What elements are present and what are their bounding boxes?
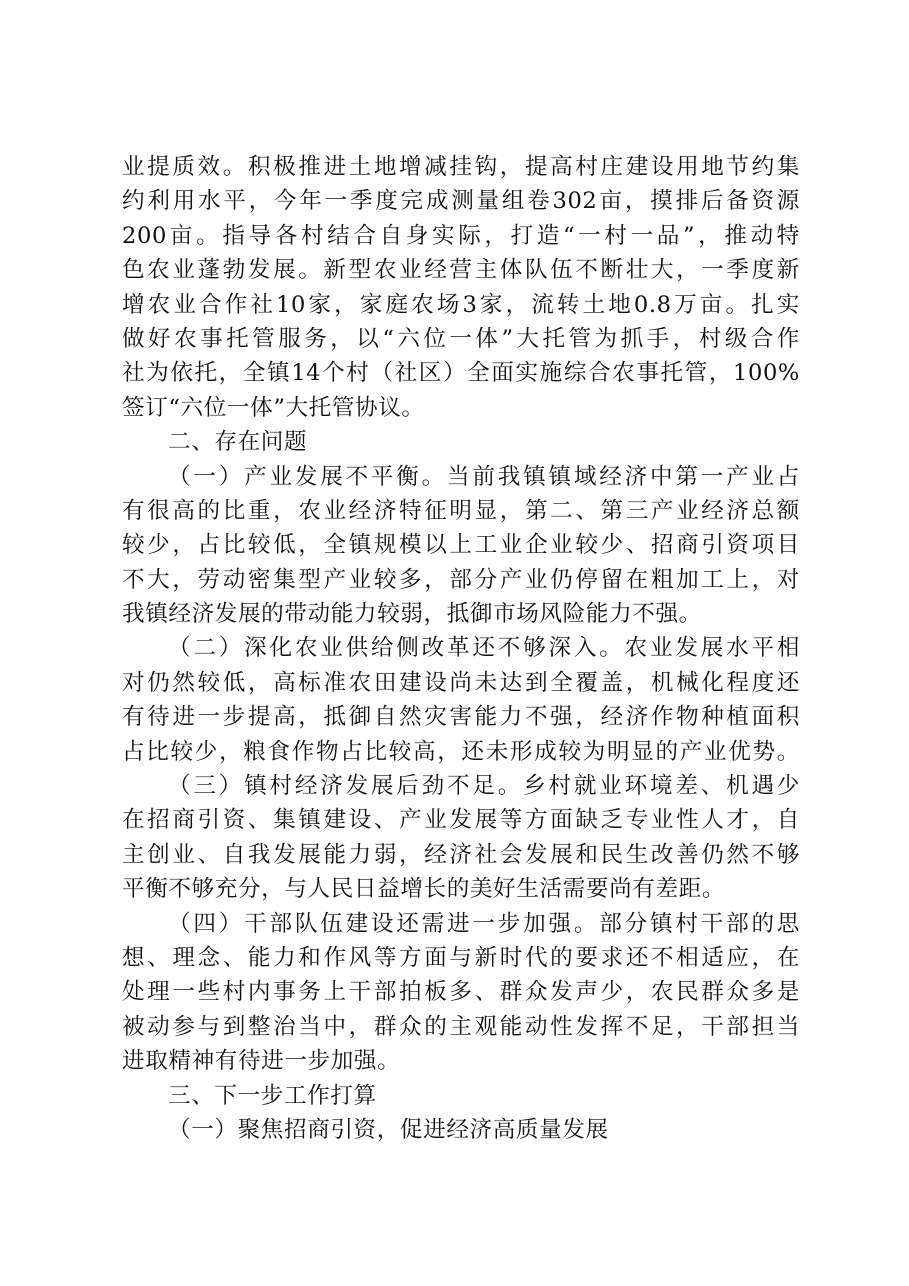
text-line: （一）产业发展不平衡。当前我镇镇域经济中第一产业占 (168, 463, 800, 490)
text-line: 进取精神有待进一步加强。 (122, 1048, 401, 1075)
text-line: 签订“六位一体”大托管协议。 (122, 394, 425, 421)
text-line: 社为依托，全镇14个村（社区）全面实施综合农事托管，100% (122, 360, 800, 387)
text-line: 增农业合作社10家，家庭农场3家，流转土地0.8万亩。扎实 (122, 291, 800, 318)
text-line: 不大，劳动密集型产业较多，部分产业仍停留在粗加工上，对 (122, 566, 800, 593)
text-line: 想、理念、能力和作风等方面与新时代的要求还不相适应，在 (122, 944, 800, 971)
text-line: 主创业、自我发展能力弱，经济社会发展和民生改善仍然不够 (122, 841, 800, 868)
paragraph-cadre-team (122, 907, 800, 1079)
paragraph-industry-imbalance (122, 460, 800, 632)
text-line: （一）聚焦招商引资，促进经济高质量发展 (168, 1116, 609, 1143)
text-line: 对仍然较低，高标准农田建设尚未达到全覆盖，机械化程度还 (122, 669, 800, 696)
paragraph-investment-focus (122, 1113, 800, 1147)
paragraph-economic-momentum (122, 769, 800, 907)
section-heading-existing-problems: 二、存在问题 (168, 429, 308, 456)
text-line: （三）镇村经济发展后劲不足。乡村就业环境差、机遇少 (168, 773, 800, 800)
text-line: 有待进一步提高，抵御自然灾害能力不强，经济作物种植面积 (122, 704, 800, 731)
text-line: 做好农事托管服务，以“六位一体”大托管为抓手，村级合作 (122, 325, 800, 352)
text-line: 约利用水平，今年一季度完成测量组卷302亩，摸排后备资源 (122, 188, 800, 215)
text-line: （四）干部队伍建设还需进一步加强。部分镇村干部的思 (168, 910, 800, 937)
text-line: 200亩。指导各村结合自身实际，打造“一村一品”，推动特 (122, 222, 800, 249)
text-line: 处理一些村内事务上干部拍板多、群众发声少，农民群众多是 (122, 979, 800, 1006)
text-line: 较少，占比较低，全镇规模以上工业企业较少、招商引资项目 (122, 532, 800, 559)
document-body (122, 150, 800, 1147)
text-line: 平衡不够充分，与人民日益增长的美好生活需要尚有差距。 (122, 876, 726, 903)
text-line: 被动参与到整治当中，群众的主观能动性发挥不足，干部担当 (122, 1013, 800, 1040)
text-line: 有很高的比重，农业经济特征明显，第二、第三产业经济总额 (122, 497, 800, 524)
paragraph-land-and-agriculture (122, 150, 800, 425)
text-line: 我镇经济发展的带动能力较弱，抵御市场风险能力不强。 (122, 601, 702, 628)
text-line: 色农业蓬勃发展。新型农业经营主体队伍不断壮大，一季度新 (122, 257, 800, 284)
paragraph-agricultural-reform (122, 631, 800, 769)
text-line: 在招商引资、集镇建设、产业发展等方面缺乏专业性人才，自 (122, 807, 800, 834)
text-line: 占比较少，粮食作物占比较高，还未形成较为明显的产业优势。 (122, 738, 800, 765)
text-line: （二）深化农业供给侧改革还不够深入。农业发展水平相 (168, 635, 800, 662)
section-heading-next-steps: 三、下一步工作打算 (168, 1082, 377, 1109)
text-line: 业提质效。积极推进土地增减挂钩，提高村庄建设用地节约集 (122, 154, 800, 180)
